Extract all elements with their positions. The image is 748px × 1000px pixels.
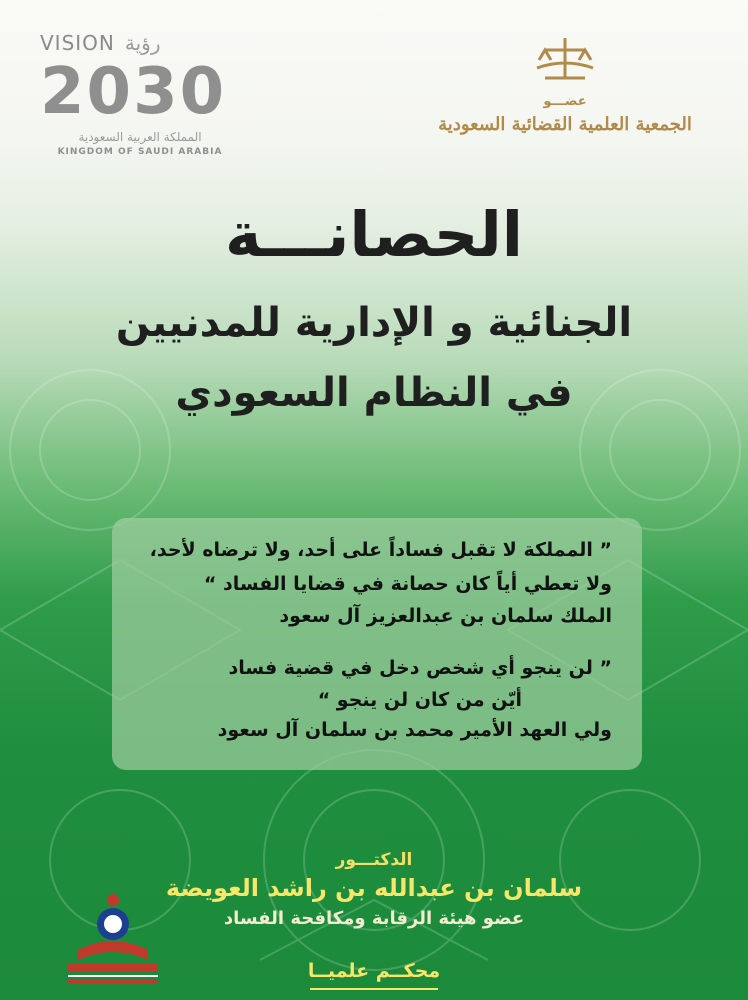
vision-2030-logo: [40, 30, 240, 160]
vision-label: VISION: [40, 31, 115, 55]
quote1-line1: ” المملكة لا تقبل فساداً على أحد، ولا ترضاه لأحد،: [149, 539, 612, 561]
peer-underline: [310, 988, 438, 990]
quote2-author: ولي العهد الأمير محمد بن سلمان آل سعود: [217, 719, 612, 741]
peer-reviewed-label: محكــم علميــا: [307, 960, 441, 982]
judicial-association-logo: [420, 28, 710, 158]
quote2-line2: أيّن من كان لن ينجو “: [317, 689, 522, 711]
quote2-line1: ” لن ينجو أي شخص دخل في قضية فساد: [228, 657, 612, 679]
vision-ar-label: رؤية: [124, 31, 161, 55]
quotes-box: [112, 518, 642, 770]
author-name: سلمان بن عبدالله بن راشد العويضة: [165, 874, 583, 902]
scales-book-icon: [525, 28, 605, 88]
quote1-line2: ولا تعطي أياً كان حصانة في قضايا الفساد “: [203, 573, 612, 595]
book-title: الحصانـــة: [224, 198, 524, 271]
author-role: عضو هيئة الرقابة ومكافحة الفساد: [223, 908, 525, 929]
quote1-author: الملك سلمان بن عبدالعزيز آل سعود: [279, 605, 612, 627]
vision-year: 2030: [40, 55, 227, 129]
kingdom-ar-label: المملكة العربية السعودية: [78, 130, 202, 144]
book-subtitle-line2: في النظام السعودي: [175, 370, 573, 416]
author-title: الدكتـــور: [335, 850, 413, 870]
kingdom-en-label: KINGDOM OF SAUDI ARABIA: [57, 147, 223, 157]
association-member-label: عضـــو: [543, 94, 587, 109]
book-subtitle-line1: الجنائية و الإدارية للمدنيين: [115, 300, 633, 346]
publisher-logo-icon: [58, 880, 168, 990]
association-name: الجمعية العلمية القضائية السعودية: [438, 114, 692, 135]
